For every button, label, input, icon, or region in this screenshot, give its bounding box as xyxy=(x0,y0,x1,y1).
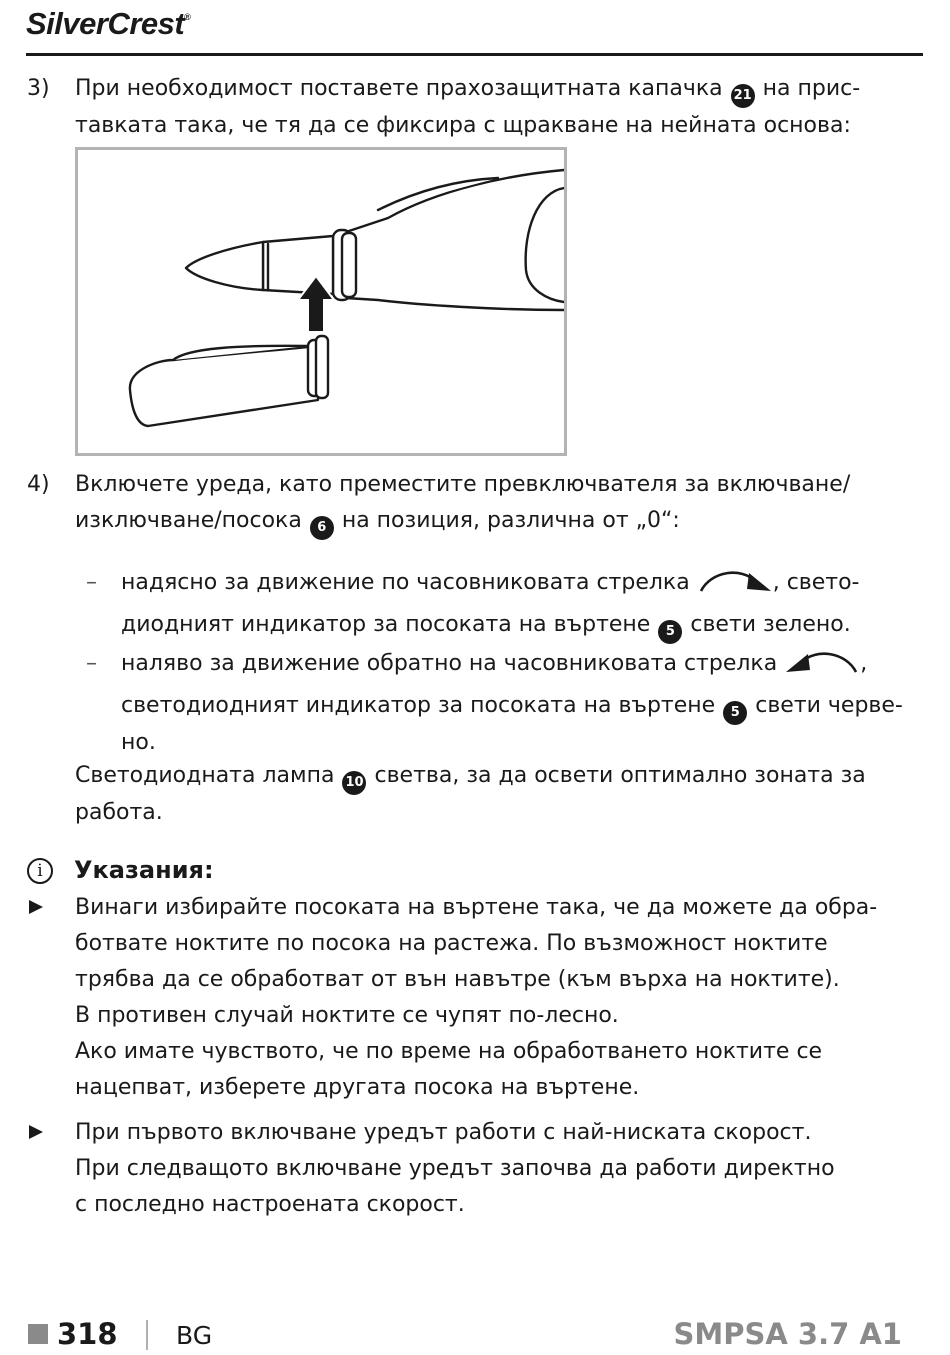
list-item-1-line-1 xyxy=(121,565,860,607)
list-item-1-line-2a: диодният индикатор за посоката на въртене xyxy=(121,612,651,637)
ref-badge-10: 10 xyxy=(342,771,366,795)
list-item-1-line-1a: надясно за движение по часовниковата стрелка xyxy=(121,570,690,595)
note-1-line: Ако имате чувството, че по време на обработването ноктите се xyxy=(75,1039,823,1064)
step-3-line-1 xyxy=(75,71,860,108)
note-2-line: При първото включване уредът работи с най-ниската скорост. xyxy=(75,1120,812,1145)
note-1-line: ботвате ноктите по посока на растежа. По възможност ноктите xyxy=(75,931,828,956)
step-4-number: 4) xyxy=(27,472,50,497)
bullet-triangle-icon xyxy=(29,1125,43,1139)
step-4-line-1: Включете уреда, като преместите превключвателя за включване/ xyxy=(75,472,851,497)
footer-square-marker xyxy=(28,1324,48,1344)
list-item-counterclockwise xyxy=(121,646,903,761)
note-bullet-1 xyxy=(75,890,877,1106)
led-lamp-paragraph xyxy=(75,758,866,831)
dash-marker: – xyxy=(86,570,97,595)
step-3-line-2: тавката така, че тя да се фиксира с щракване на нейната основа: xyxy=(75,113,851,138)
step-4-line-2a: изключване/посока xyxy=(75,508,302,533)
note-2-line: При следващото включване уредът започва да работи директно xyxy=(75,1156,835,1181)
list-item-1-line-2b: свети зелено. xyxy=(690,612,851,637)
list-item-2-line-1 xyxy=(121,646,903,688)
step-3-number: 3) xyxy=(27,76,50,101)
step-4-line-2b: на позиция, различна от „0“: xyxy=(341,508,680,533)
list-item-1-line-1b: , свето- xyxy=(772,570,860,595)
step-4-line-2 xyxy=(75,503,850,540)
list-item-1-line-2 xyxy=(121,607,860,644)
bullet-triangle-icon xyxy=(29,900,43,914)
brand-name: SilverCrest xyxy=(26,6,185,41)
model-number: SMPSA 3.7 A1 xyxy=(673,1317,902,1351)
page-number: 318 xyxy=(57,1317,118,1351)
note-1-line: нацепват, изберете другата посока на въртене. xyxy=(75,1075,640,1100)
list-item-2-line-3: но. xyxy=(121,730,156,755)
led-lamp-line-1a: Светодиодната лампа xyxy=(75,763,335,788)
note-1-line: Винаги избирайте посоката на въртене така, че да можете да обра- xyxy=(75,895,878,920)
dust-cap-drawing xyxy=(78,150,564,453)
list-item-2-line-1a: наляво за движение обратно на часовниковата стрелка xyxy=(121,651,778,676)
list-item-2-line-2b: свети черве- xyxy=(755,693,903,718)
note-bullet-2 xyxy=(75,1115,835,1223)
dust-cap-illustration xyxy=(75,147,567,456)
led-lamp-line-2: работа. xyxy=(75,800,163,825)
brand-registered-mark: ® xyxy=(184,12,191,22)
note-1-line: трябва да се обработват от вън навътре (към върха на ноктите). xyxy=(75,967,840,992)
step-3-line-1a: При необходимост поставете прахозащитната капачка xyxy=(75,76,723,101)
ref-badge-21: 21 xyxy=(731,84,755,108)
list-item-2-line-1b: , xyxy=(860,651,868,676)
step-3-line-1b: на прис- xyxy=(762,76,861,101)
list-item-2-line-2 xyxy=(121,688,903,725)
notes-title: Указания: xyxy=(74,856,214,884)
ref-badge-6: 6 xyxy=(310,516,334,540)
brand-logo xyxy=(26,6,190,42)
note-2-line: с последно настроената скорост. xyxy=(75,1192,465,1217)
list-item-clockwise xyxy=(121,565,860,644)
header-rule xyxy=(26,53,923,56)
led-lamp-line-1b: светва, за да освети оптимално зоната за xyxy=(374,763,866,788)
led-lamp-line-1 xyxy=(75,758,866,795)
ref-badge-5: 5 xyxy=(658,620,682,644)
language-code: BG xyxy=(176,1321,213,1350)
footer-separator xyxy=(146,1320,148,1350)
list-item-2-line-2a: светодиодният индикатор за посоката на въртене xyxy=(121,693,716,718)
dash-marker: – xyxy=(86,651,97,676)
clockwise-arrow-icon xyxy=(697,567,773,607)
info-icon: i xyxy=(27,858,53,884)
step-4-text xyxy=(75,467,850,540)
step-3-text xyxy=(75,71,860,144)
note-1-line: В противен случай ноктите се чупят по-лесно. xyxy=(75,1003,619,1028)
counterclockwise-arrow-icon xyxy=(784,648,860,688)
ref-badge-5: 5 xyxy=(723,701,747,725)
